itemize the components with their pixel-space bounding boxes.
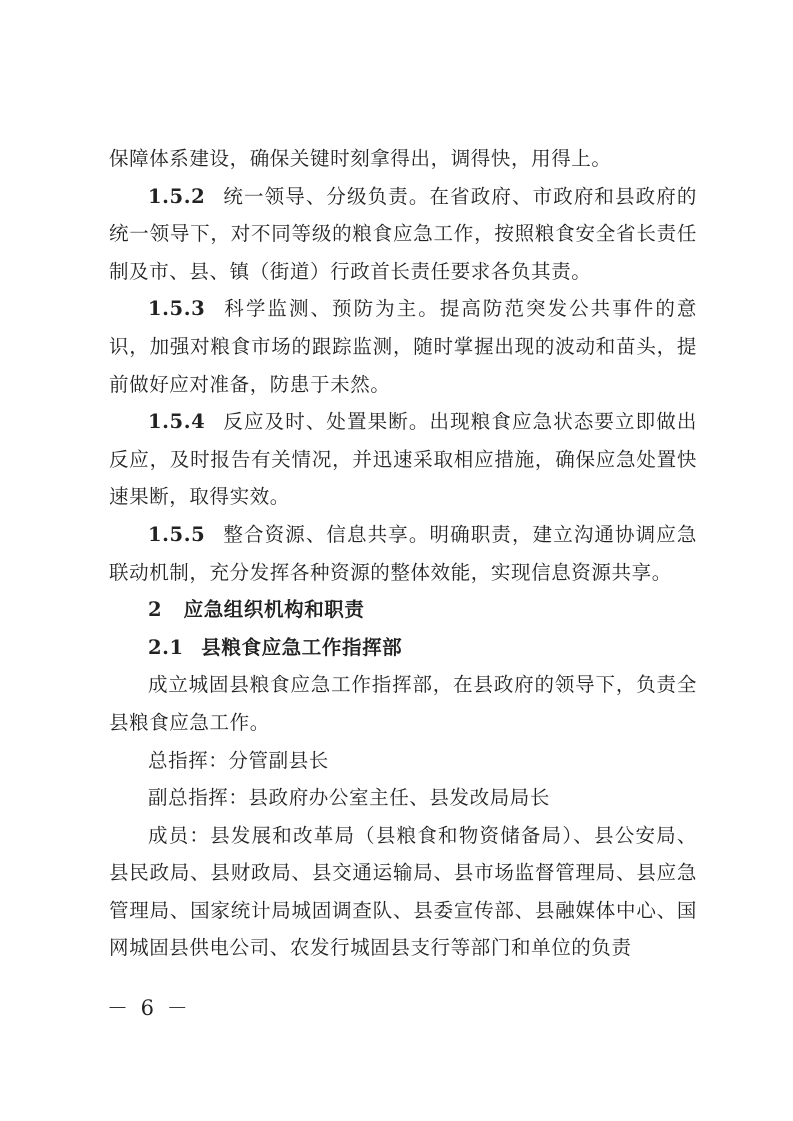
heading-number: 2	[148, 598, 163, 622]
section-number: 1.5.4	[148, 410, 206, 434]
heading-section-2	[109, 591, 697, 629]
section-number: 1.5.5	[148, 522, 206, 546]
paragraph-text: 整合资源、信息共享。明确职责，建立沟通协调应急联动机制，充分发挥各种资源的整体效能，实现信息资源共享。	[109, 522, 697, 584]
paragraph-text: 统一领导、分级负责。在省政府、市政府和县政府的统一领导下，对不同等级的粮食应急工作，按照粮食安全省长责任制及市、县、镇（街道）行政首长责任要求各负其责。	[109, 184, 697, 283]
heading-text: 县粮食应急工作指挥部	[201, 635, 403, 659]
heading-section-2-1	[109, 629, 697, 667]
paragraph-commander: 总指挥：分管副县长	[148, 748, 329, 772]
paragraph-1-5-3	[109, 290, 697, 403]
paragraph-deputy-commander: 副总指挥：县政府办公室主任、县发改局局长	[148, 786, 551, 810]
heading-number: 2.1	[148, 635, 184, 659]
document-body	[109, 140, 697, 967]
paragraph-establish: 成立城固县粮食应急工作指挥部，在县政府的领导下，负责全县粮食应急工作。	[109, 673, 697, 734]
paragraph-text: 反应及时、处置果断。出现粮食应急状态要立即做出反应，及时报告有关情况，并迅速采取相应措施，确保应急处置快速果断，取得实效。	[109, 410, 697, 509]
paragraph-text: 科学监测、预防为主。提高防范突发公共事件的意识，加强对粮食市场的跟踪监测，随时掌握出现的波动和苗头，提前做好应对准备，防患于未然。	[109, 297, 697, 396]
paragraph-members: 成员：县发展和改革局（县粮食和物资储备局）、县公安局、县民政局、县财政局、县交通运输局、县市场监督管理局、县应急管理局、国家统计局城固调查队、县委宣传部、县融媒体中心、国网城固县供电公司、农发行城固县支行等部门和单位的负责	[109, 823, 697, 960]
paragraph-1-5-4	[109, 403, 697, 516]
paragraph-1-5-5	[109, 516, 697, 591]
page-number: － 6 －	[107, 996, 191, 1020]
heading-text: 应急组织机构和职责	[183, 598, 365, 622]
section-number: 1.5.2	[148, 184, 206, 208]
paragraph-1-5-2	[109, 178, 697, 291]
paragraph-continuation: 保障体系建设，确保关键时刻拿得出，调得快，用得上。	[109, 147, 612, 170]
section-number: 1.5.3	[148, 297, 206, 321]
